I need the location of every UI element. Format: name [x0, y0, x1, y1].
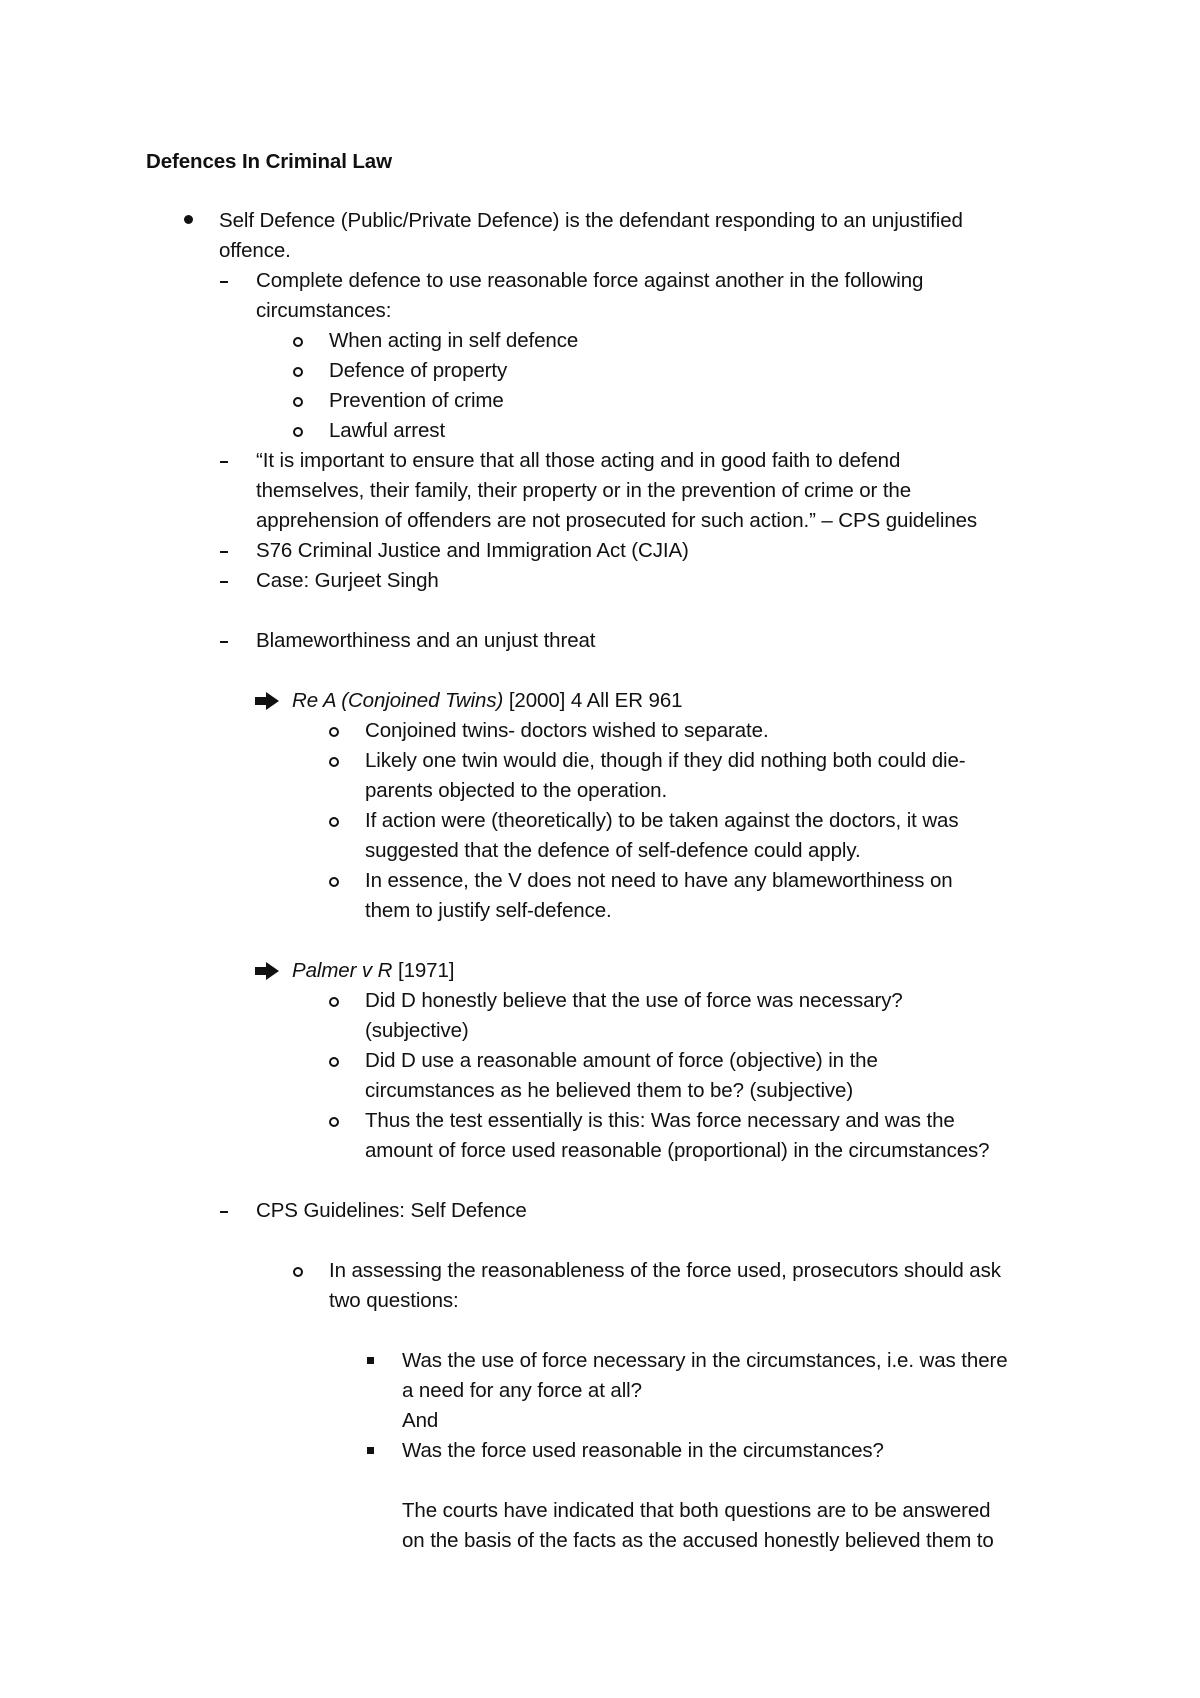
case-heading [292, 956, 454, 986]
dash-bullet-icon [220, 581, 228, 583]
text-line: a need for any force at all? [402, 1379, 642, 1402]
bullet-circle-icon [293, 397, 303, 407]
bullet-circle-icon [329, 997, 339, 1007]
text-line: And [402, 1409, 439, 1432]
bullet-circle-icon [329, 877, 339, 887]
bullet-circle-icon [329, 757, 339, 767]
document-title: Defences In Criminal Law [146, 150, 392, 173]
text-line: amount of force used reasonable (proportional) in the circumstances? [365, 1139, 990, 1162]
text-line: them to justify self-defence. [365, 899, 612, 922]
bullet-circle-icon [293, 337, 303, 347]
text-line: on the basis of the facts as the accused honestly believed them to [402, 1529, 994, 1552]
text-line: Did D use a reasonable amount of force (objective) in the [365, 1049, 878, 1072]
text-line: In essence, the V does not need to have any blameworthiness on [365, 869, 953, 892]
text-line: parents objected to the operation. [365, 779, 668, 802]
bullet-circle-icon [329, 727, 339, 737]
bullet-disc-icon [184, 215, 193, 224]
text-line: When acting in self defence [329, 329, 579, 352]
bullet-square-icon [367, 1357, 374, 1364]
text-line: (subjective) [365, 1019, 469, 1042]
text-line: Defence of property [329, 359, 508, 382]
dash-bullet-icon [220, 1211, 228, 1213]
bullet-circle-icon [293, 367, 303, 377]
bullet-circle-icon [329, 1057, 339, 1067]
dash-bullet-icon [220, 461, 228, 463]
bullet-circle-icon [329, 817, 339, 827]
arrow-right-icon [254, 961, 280, 981]
bullet-circle-icon [329, 1117, 339, 1127]
case-citation: [1971] [392, 959, 455, 982]
text-line: “It is important to ensure that all those acting and in good faith to defend [256, 449, 901, 472]
bullet-square-icon [367, 1447, 374, 1454]
arrow-right-icon [254, 691, 280, 711]
text-line: Conjoined twins- doctors wished to separate. [365, 719, 769, 742]
text-line: Likely one twin would die, though if they did nothing both could die- [365, 749, 966, 772]
text-line: Complete defence to use reasonable force against another in the following [256, 269, 924, 292]
case-name: Palmer v R [292, 959, 393, 982]
text-line: If action were (theoretically) to be taken against the doctors, it was [365, 809, 959, 832]
text-line: Case: Gurjeet Singh [256, 569, 439, 592]
text-line: two questions: [329, 1289, 459, 1312]
text-line: circumstances as he believed them to be? (subjective) [365, 1079, 854, 1102]
text-line: S76 Criminal Justice and Immigration Act (CJIA) [256, 539, 689, 562]
text-line: suggested that the defence of self-defence could apply. [365, 839, 861, 862]
text-line: Was the force used reasonable in the circumstances? [402, 1439, 884, 1462]
text-line: circumstances: [256, 299, 392, 322]
text-line: Thus the test essentially is this: Was force necessary and was the [365, 1109, 955, 1132]
text-line: themselves, their family, their property or in the prevention of crime or the [256, 479, 912, 502]
text-line: Did D honestly believe that the use of force was necessary? [365, 989, 903, 1012]
text-line: In assessing the reasonableness of the force used, prosecutors should ask [329, 1259, 1001, 1282]
bullet-circle-icon [293, 427, 303, 437]
text-line: Was the use of force necessary in the circumstances, i.e. was there [402, 1349, 1008, 1372]
bullet-circle-icon [293, 1267, 303, 1277]
text-line: Blameworthiness and an unjust threat [256, 629, 596, 652]
case-citation: [2000] 4 All ER 961 [503, 689, 683, 712]
text-line: Lawful arrest [329, 419, 446, 442]
case-heading [292, 686, 682, 716]
text-line: offence. [219, 239, 291, 262]
text-line: CPS Guidelines: Self Defence [256, 1199, 527, 1222]
text-line: apprehension of offenders are not prosecuted for such action.” – CPS guidelines [256, 509, 978, 532]
dash-bullet-icon [220, 281, 228, 283]
case-name: Re A (Conjoined Twins) [292, 689, 504, 712]
dash-bullet-icon [220, 551, 228, 553]
text-line: The courts have indicated that both questions are to be answered [402, 1499, 991, 1522]
dash-bullet-icon [220, 641, 228, 643]
text-line: Prevention of crime [329, 389, 504, 412]
text-line: Self Defence (Public/Private Defence) is the defendant responding to an unjustified [219, 209, 963, 232]
